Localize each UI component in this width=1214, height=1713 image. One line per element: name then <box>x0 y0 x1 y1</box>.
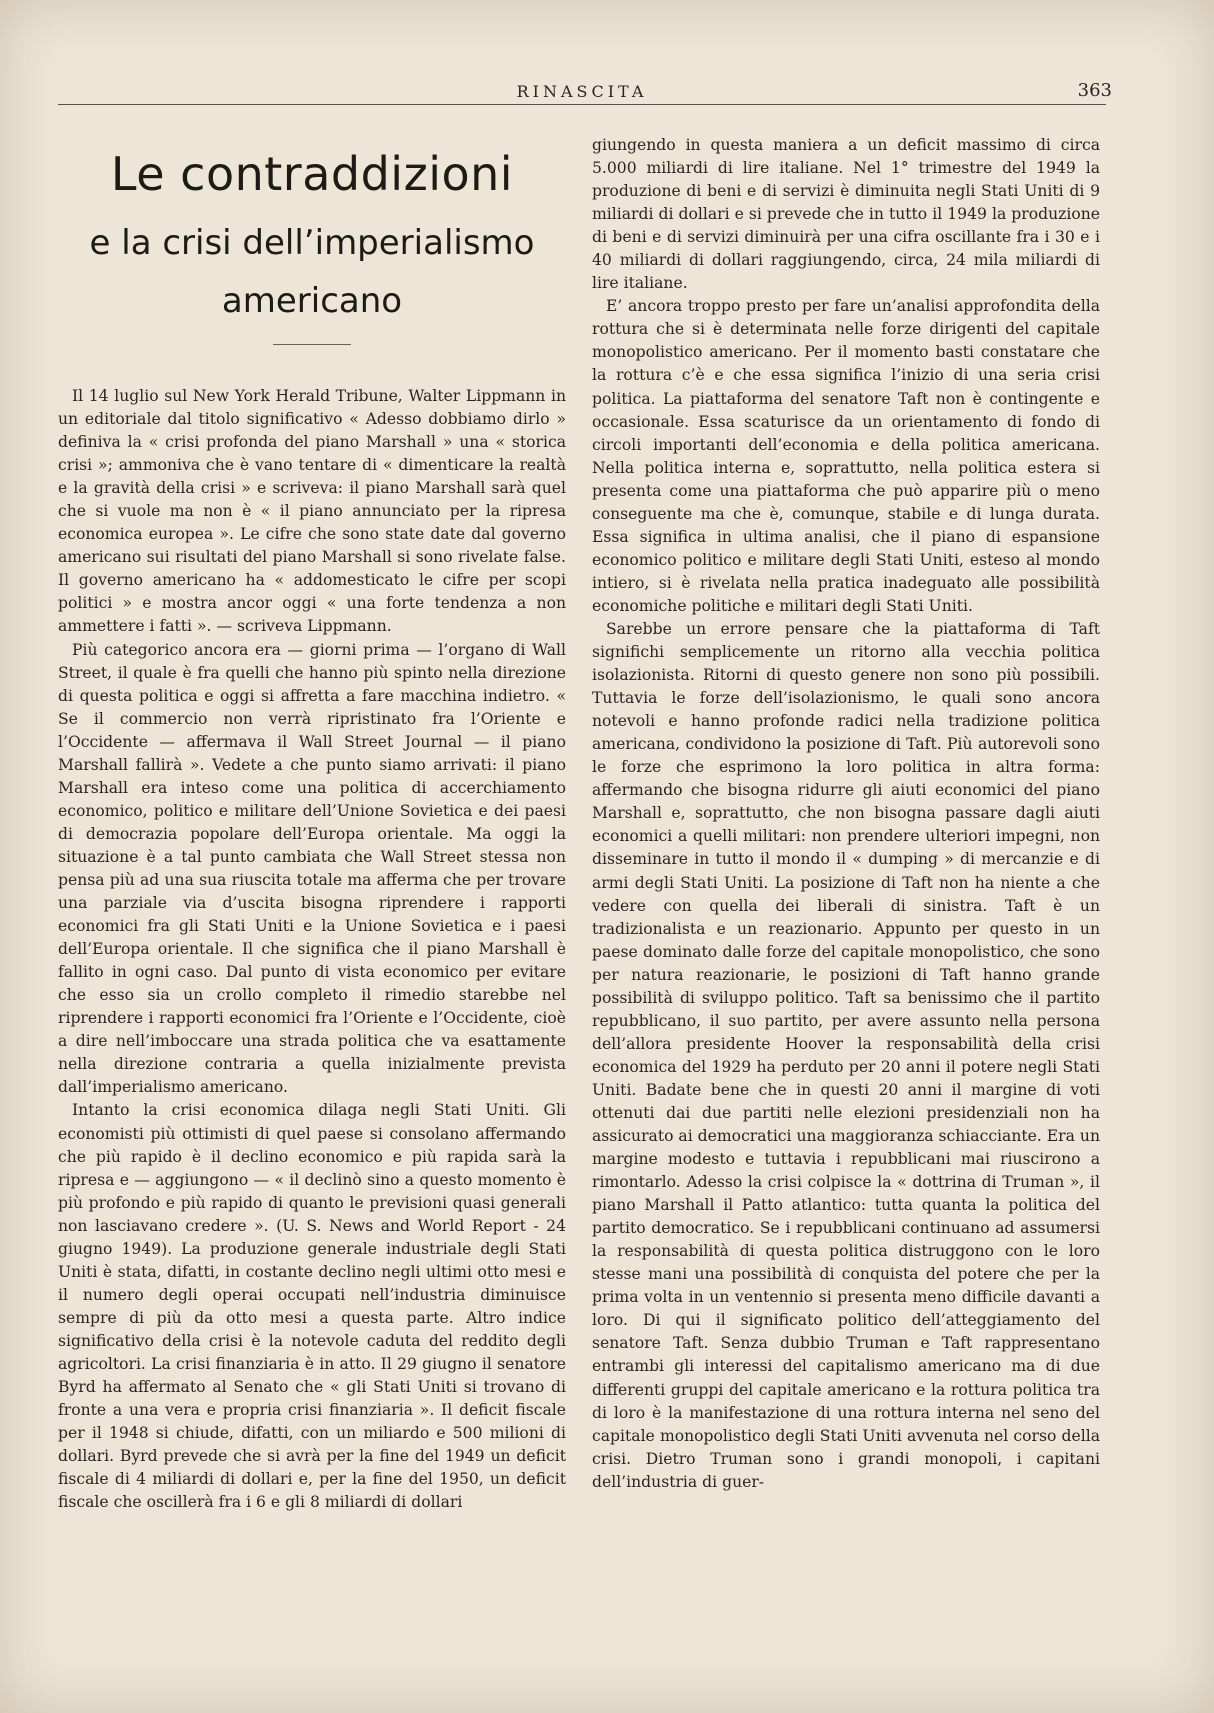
left-paragraph-2: Più categorico ancora era — giorni prima — l’organo di Wall Street, il quale è fra quelli che hanno più spinto nella direzione di questa politica e oggi si affretta a fare macchina indietro. « Se il commercio non verrà ripristinato fra l’Oriente e l’Occidente — affermava il Wall Street Journal — il piano Marshall fallirà ». Vedete a che punto siamo arrivati: il piano Marshall era inteso come una politica di accerchiamento economico, politico e militare dell’Unione Sovietica e dei paesi di democrazia popolare dell’Europa orientale. Ma oggi la situazione è a tal punto cambiata che Wall Street stessa non pensa più ad una sua riuscita totale ma afferma che per trovare una parziale via d’uscita bisogna riprendere i rapporti economici fra gli Stati Uniti e la Unione Sovietica e i paesi dell’Europa orientale. Il che significa che il piano Marshall è fallito in ogni caso. Dal punto di vista economico per evitare che esso sia un crollo completo il rimedio starebbe nel riprendere i rapporti economici fra l’Oriente e l’Occidente, cioè a dire nell’imboccare una strada politica che va esattamente nella direzione contraria a quella inizialmente prevista dall’imperialismo americano. <box>58 640 566 1097</box>
article-title-line-3: americano <box>221 281 403 321</box>
right-paragraph-1: giungendo in questa maniera a un deficit massimo di circa 5.000 miliardi di lire italiane. Nel 1° trimestre del 1949 la produzione di beni e di servizi è diminuita negli Stati Uniti di 9 miliardi di dollari e si prevede che in tutto il 1949 la produzione di beni e di servizi diminuirà per una cifra oscillante fra i 30 e i 40 miliardi di dollari raggiungendo, circa, 24 mila miliardi di lire italiane. <box>592 136 1100 293</box>
right-paragraph-2: E’ ancora troppo presto per fare un’analisi approfondita della rottura che si è determinata nelle forze dirigenti del capitale monopolistico americano. Per il momento basti constatare che la rottura c’è e che essa significa l’inizio di una seria crisi politica. La piattaforma del senatore Taft non è contingente e occasionale. Essa scaturisce da un orientamento di fondo di circoli importanti dell’economia e della politica americana. Nella politica interna e, soprattutto, nella politica estera si presenta come una piattaforma che può apparire più o meno conseguente ma che è, comunque, stabile e di lunga durata. Essa significa in ultima analisi, che il piano di espansione economico politico e militare degli Stati Uniti, esteso al mondo intiero, si è rivelata nella pratica inadeguato alle possibilità economiche politiche e militari degli Stati Uniti. <box>592 297 1100 615</box>
article-title-line-2: e la crisi dell’imperialismo <box>89 223 535 263</box>
right-paragraph-3: Sarebbe un errore pensare che la piattaforma di Taft significhi semplicemente un ritorno alla vecchia politica isolazionista. Ritorni di questo genere non sono più possibili. Tuttavia le forze dell’isolazionismo, le quali sono ancora notevoli e hanno profonde radici nella tradizione politica americana, condividono la posizione di Taft. Più autorevoli sono le forze che esprimono la loro politica in altra forma: affermando che bisogna ridurre gli aiuti economici del piano Marshall e, soprattutto, che non bisogna passare dagli aiuti economici a quelli militari: non prendere ulteriori impegni, non disseminare in tutto il mondo il « dumping » di mercanzie e di armi degli Stati Uniti. La posizione di Taft non ha niente a che vedere con quella dei liberali di sinistra. Taft è un tradizionalista e un reazionario. Appunto per questo in un paese dominato dalle forze del capitale monopolistico, che sono per natura reazionarie, le posizioni di Taft hanno grande possibilità di sviluppo politico. Taft sa benissimo che il partito repubblicano, il suo partito, per avere assunto nella persona dell’allora presidente Hoover la responsabilità della crisi economica del 1929 ha perduto per 20 anni il potere negli Stati Uniti. Badate bene che in questi 20 anni il margine di voti ottenuti dai due partiti nelle elezioni presidenziali non ha assicurato ai democratici una maggioranza schiacciante. Era un margine modesto e tuttavia i repubblicani mai riuscirono a rimontarlo. Adesso la crisi colpisce la « dottrina di Truman », il piano Marshall il Patto atlantico: tutta quanta la politica del partito democratico. Se i repubblicani continuano ad assumersi la responsabilità di questa politica distruggono con le loro stesse mani una possibilità di conquista del potere che per la prima volta in un ventennio si presenta meno difficile davanti a loro. Di qui il significato politico dell’atteggiamento del senatore Taft. Senza dubbio Truman e Taft rappresentano entrambi gli interessi del capitalismo americano ma di due differenti gruppi del capitale americano e la rottura politica tra di loro è la manifestazione di una rottura interna nel seno del capitale monopolistico degli Stati Uniti avvenuta nel corso della crisi. Dietro Truman sono i grandi monopoli, i capitani dell’industria di guer- <box>592 619 1100 1491</box>
title-divider <box>273 344 351 345</box>
left-paragraph-1: Il 14 luglio sul New York Herald Tribune, Walter Lippmann in un editoriale dal titolo significativo « Adesso dobbiamo dirlo » definiva la « crisi profonda del piano Marshall » una « storica crisi »; ammoniva che è vano tentare di « dimenticare la realtà e la gravità della crisi » e scriveva: il piano Marshall sarà quel che si vuole ma non è « il piano annunciato per la ripresa economica europea ». Le cifre che sono state date dal governo americano sui risultati del piano Marshall si sono rivelate false. Il governo americano ha « addomesticato le cifre per scopi politici » e mostra ancor oggi « una forte tendenza a non ammettere i fatti ». — scriveva Lippmann. <box>58 387 566 636</box>
journal-name: RINASCITA <box>516 82 648 101</box>
right-column <box>592 134 1100 1694</box>
left-paragraph-3: Intanto la crisi economica dilaga negli Stati Uniti. Gli economisti più ottimisti di quel paese si consolano affermando che più rapido è il declino economico e più rapida sarà la ripresa e — aggiungono — « il declinò sino a questo momento è più profondo e più rapido di quanto le previsioni quasi generali non lasciavano credere ». (U. S. News and World Report - 24 giugno 1949). La produzione generale industriale degli Stati Uniti è stata, difatti, in costante declino negli ultimi otto mesi e il numero degli operai occupati nell’industria diminuisce sempre di più da otto mesi a questa parte. Altro indice significativo della crisi è la notevole caduta del reddito degli agricoltori. La crisi finanziaria è in atto. Il 29 giugno il senatore Byrd ha affermato al Senato che « gli Stati Uniti si trovano di fronte a una vera e propria crisi finanziaria ». Il deficit fiscale per il 1948 si chiude, difatti, con un miliardo e 500 milioni di dollari. Byrd prevede che si avrà per la fine del 1949 un deficit fiscale di 4 miliardi di dollari e, per la fine del 1950, un deficit fiscale che oscillerà fra i 6 e gli 8 miliardi di dollari <box>58 1101 566 1512</box>
article-title-line-1: Le contraddizioni <box>110 147 514 201</box>
running-head <box>58 76 1112 105</box>
left-column <box>58 132 566 1692</box>
page-number: 363 <box>1077 80 1112 101</box>
